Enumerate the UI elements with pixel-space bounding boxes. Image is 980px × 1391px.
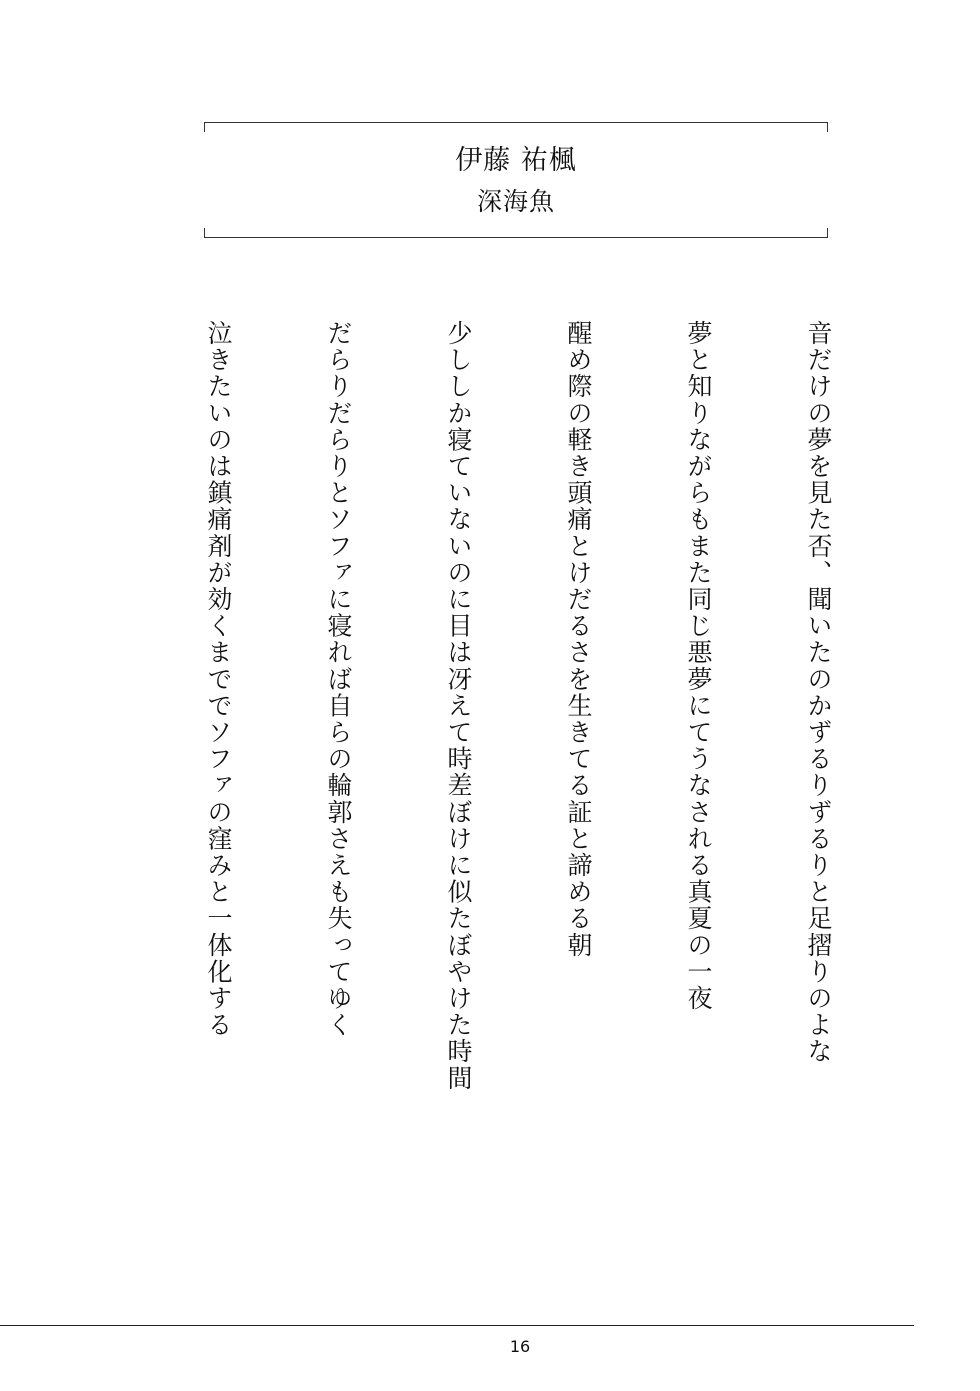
- footer-rule: [0, 1325, 914, 1326]
- author-name: 伊藤 祐楓: [455, 145, 577, 176]
- frame-corner-top-right: [827, 122, 828, 132]
- frame-corner-bottom-right: [827, 228, 828, 238]
- poem-line-3: 醒め際の軽き頭痛とけだるさを生きてる証と諦める朝: [564, 320, 593, 959]
- frame-corner-top-left: [204, 122, 205, 132]
- title-frame: [204, 122, 828, 238]
- poem-line-1: 音だけの夢を見た否、聞いたのかずるりずるりと足摺りのよな: [804, 320, 833, 1065]
- poem-line-2: 夢と知りながらもまた同じ悪夢にてうなされる真夏の一夜: [684, 320, 713, 1012]
- poem-title: 深海魚: [476, 187, 555, 216]
- frame-top-rule: [204, 122, 828, 123]
- poem-line-5: だらりだらりとソファに寝れば自らの輪郭さえも失ってゆく: [324, 320, 353, 1039]
- frame-bottom-rule: [204, 237, 828, 238]
- page-number: 16: [509, 1337, 531, 1356]
- frame-corner-bottom-left: [204, 228, 205, 238]
- poem-line-4: 少ししか寝ていないのに目は冴えて時差ぼけに似たぼやけた時間: [444, 320, 473, 1092]
- poem-line-6: 泣きたいのは鎮痛剤が効くまででソファの窪みと一体化する: [204, 320, 233, 1039]
